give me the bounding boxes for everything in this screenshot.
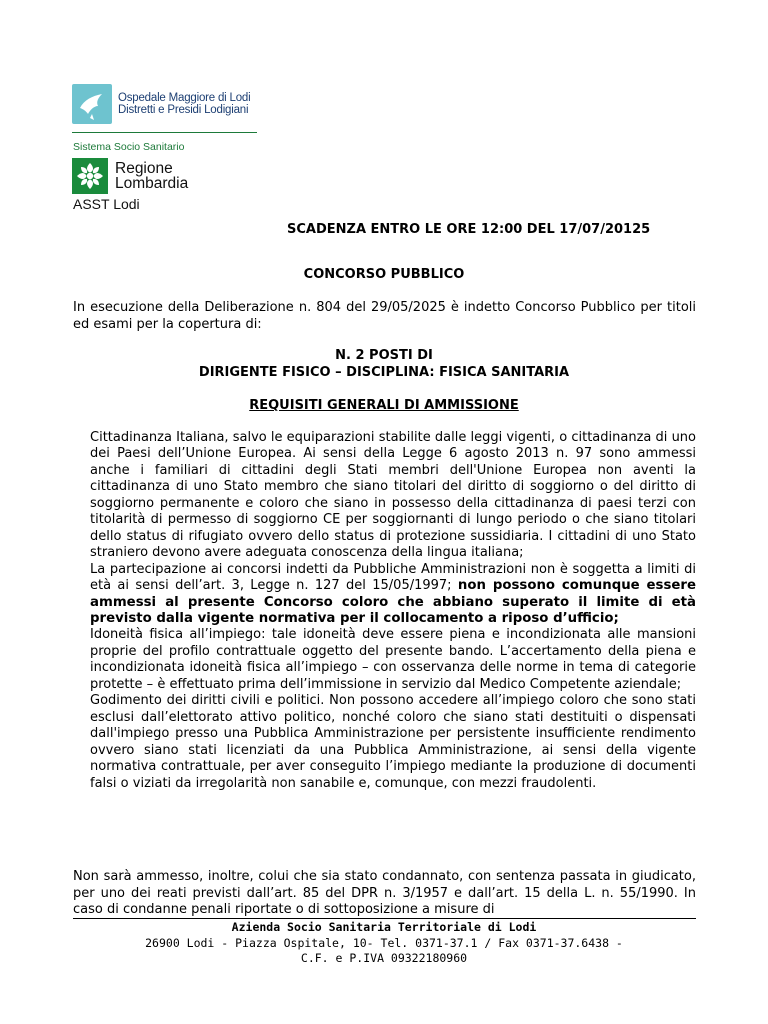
posti-heading	[0, 348, 768, 381]
regione-line2: Lombardia	[115, 175, 189, 192]
req-eta-bold: non possono comunque essere ammessi al presente Concorso coloro che abbiano superato il limite di età previsto dalla vigente normativa per il collocamento a riposo d’ufficio;	[90, 578, 696, 626]
hospital-line2: Distretti e Presidi Lodigiani	[118, 104, 249, 116]
footer-line1: Azienda Socio Sanitaria Territoriale di Lodi	[231, 920, 537, 934]
hospital-logo	[72, 84, 262, 126]
dove-icon	[72, 84, 112, 124]
hospital-line1: Ospedale Maggiore di Lodi	[118, 92, 251, 104]
posti-line2: DIRIGENTE FISICO – DISCIPLINA: FISICA SANITARIA	[198, 364, 570, 380]
regione-lombardia-name	[115, 161, 188, 191]
asst-lodi: ASST Lodi	[73, 196, 140, 212]
req-cittadinanza: Cittadinanza Italiana, salvo le equiparazioni stabilite dalle leggi vigenti, o cittadinanza di uno dei Paesi dell’Unione Europea. Ai sensi della Legge 6 agosto 2013 n. 97 sono ammessi anche i familiari di cittadini degli Stati membri dell'Unione Europea non aventi la cittadinanza di uno Stato membro che siano titolari del diritto di soggiorno o del diritto di soggiorno permanente e coloro che siano in possesso della cittadinanza di paesi terzi con titolarità di permesso di soggiorno CE per soggiornanti di lungo periodo o che siano titolari dello status di rifugiato ovvero dello status di protezione sussidiaria. I cittadini di uno Stato straniero devono avere adeguata conoscenza della lingua italiana;	[90, 430, 696, 561]
hospital-name	[118, 92, 250, 116]
req-idoneita: Idoneità fisica all’impiego: tale idoneità deve essere piena e incondizionata alle mansioni proprie del profilo contrattuale oggetto del presente bando. L’accertamento della piena e incondizionata idoneità fisica all’impiego – con osservanza delle norme in tema di categorie protette – è effettuato prima dell’immissione in servizio dal Medico Competente aziendale;	[90, 627, 696, 692]
deadline: SCADENZA ENTRO LE ORE 12:00 DEL 17/07/20125	[287, 222, 651, 237]
footer-divider	[73, 918, 696, 919]
req-eta	[90, 562, 696, 628]
footer-line2: 26900 Lodi - Piazza Ospitale, 10- Tel. 0371-37.1 / Fax 0371-37.6438 -	[145, 936, 623, 950]
header-divider	[72, 132, 257, 133]
requisiti-list	[90, 430, 696, 792]
regione-line1: Regione	[115, 160, 173, 177]
sistema-socio-sanitario: Sistema Socio Sanitario	[73, 141, 185, 153]
req-diritti: Godimento dei diritti civili e politici. Non possono accedere all’impiego coloro che sono stati esclusi dall’elettorato attivo politico, nonché coloro che siano stati destituiti o dispensati dall'impiego presso una Pubblica Amministrazione per persistente insufficiente rendimento ovvero siano stati licenziati da una Pubblica Amministrazione, ai sensi della vigente normativa contrattuale, per aver conseguito l’impiego mediante la produzione di documenti falsi o viziati da irregolarità non sanabile e, comunque, con mezzi fraudolenti.	[90, 693, 696, 791]
lombardia-rose-icon	[72, 158, 108, 194]
intro-paragraph: In esecuzione della Deliberazione n. 804 del 29/05/2025 è indetto Concorso Pubblico per titoli ed esami per la copertura di:	[73, 300, 696, 332]
non-sara-paragraph: Non sarà ammesso, inoltre, colui che sia stato condannato, con sentenza passata in giudicato, per uno dei reati previsti dall’art. 85 del DPR n. 3/1957 e dall’art. 15 della L. n. 55/1990. In caso di condanne penali riportate o di sottoposizione a misure di	[73, 869, 696, 917]
req-eta-text: La partecipazione ai concorsi indetti da Pubbliche Amministrazioni non è soggetta a limiti di età ai sensi dell’art. 3, Legge n. 127 del 15/05/1997;	[90, 561, 696, 594]
requisiti-title: REQUISITI GENERALI DI AMMISSIONE	[249, 398, 519, 413]
footer-line3: C.F. e P.IVA 09322180960	[300, 951, 468, 965]
posti-line1: N. 2 POSTI DI	[335, 348, 433, 363]
concorso-title: CONCORSO PUBBLICO	[303, 267, 465, 282]
